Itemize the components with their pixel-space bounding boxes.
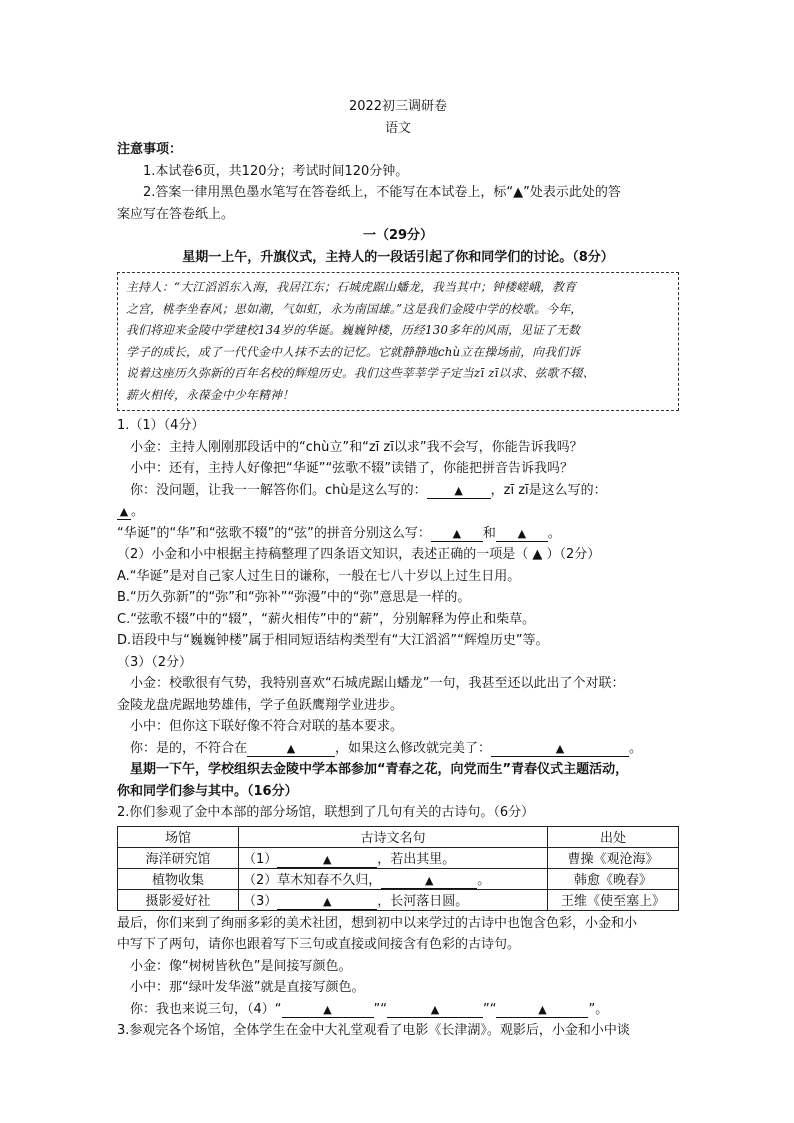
exam-title: 2022初三调研卷 xyxy=(348,99,448,114)
answer-blank[interactable]: ▲ xyxy=(282,1003,374,1018)
answer-blank[interactable]: ▲ xyxy=(277,853,377,868)
source-cell: 王维《使至塞上》 xyxy=(548,889,679,910)
option-c: C.“弦歌不辍”中的“辍”，“薪火相传”中的“薪”，分别解释为停止和柴草。 xyxy=(117,611,536,627)
answer-blank[interactable]: ▲ xyxy=(277,895,377,910)
column-header: 出处 xyxy=(548,826,679,847)
q1-part1-label: 1.（1）（4分） xyxy=(117,418,205,433)
answer-blank[interactable]: ▲ xyxy=(247,742,335,757)
dialogue-you: 你：没问题，让我一一解答你们。chù是这么写的： ▲ ，zī zī是这么写的： xyxy=(130,482,607,498)
pinyin-question: “华诞”的“华”和“弦歌不辍”的“弦”的拼音分别这么写： ▲ 和 ▲ 。 xyxy=(117,525,561,541)
dialogue-xiaozhong: 小中：那“绿叶发华滋”就是直接写颜色。 xyxy=(130,980,365,995)
passage-line: 说着这座历久弥新的百年名校的辉煌历史。我们这些莘莘学子定当zī zī以求、弦歌不辍、 xyxy=(126,366,595,380)
notice-item-2a: 2.答案一律用黑色墨水笔写在答卷纸上，不能写在本试卷上，标“▲”处表示此处的答 xyxy=(143,185,621,200)
table-header-row xyxy=(118,826,679,847)
couplet-line: 金陵龙盘虎踞地势雄伟，学子鱼跃鹰翔学业进步。 xyxy=(117,697,404,713)
answer-blank[interactable]: ▲ xyxy=(496,527,548,542)
poem-cell: （3） ▲ ，长河落日圆。 xyxy=(239,889,548,910)
section-2-intro-cont: 你和同学们参与其中。（16分） xyxy=(117,783,298,799)
subject-title: 语文 xyxy=(384,120,411,136)
passage-line: 我们将迎来金陵中学建校134岁的华诞。巍巍钟楼，历经130多年的风雨，见证了无数 xyxy=(126,323,581,337)
column-header: 古诗文名句 xyxy=(239,826,548,847)
source-cell: 曹操《观沧海》 xyxy=(548,847,679,868)
answer-blank[interactable]: ▲ xyxy=(431,527,483,542)
venue-cell: 海洋研究馆 xyxy=(118,847,239,868)
q3-text: 3.参观完各个场馆，全体学生在金中大礼堂观看了电影《长津湖》。观影后，小金和小中谈 xyxy=(117,1023,630,1038)
q2-label: 2.你们参观了金中本部的部分场馆，联想到了几句有关的古诗句。（6分） xyxy=(117,805,535,820)
table-row xyxy=(118,889,679,910)
poem-cell: （1） ▲ ，若出其里。 xyxy=(239,847,548,868)
section-2-intro: 星期一下午，学校组织去金陵中学本部参加“青春之花，向党而生”青春仪式主题活动， xyxy=(130,762,629,777)
q2-followup: 最后，你们来到了绚丽多彩的美术社团，想到初中以来学过的古诗中也饱含色彩，小金和小 xyxy=(117,915,638,931)
dialogue-you: 你：是的，不符合在 ▲ ，如果这么修改就完美了： ▲ 。 xyxy=(130,740,643,756)
option-a: A.“华诞”是对自己家人过生日的谦称，一般在七八十岁以上过生日用。 xyxy=(117,568,521,584)
passage-box xyxy=(117,272,679,411)
dialogue-xiaozhong: 小中：但你这下联好像不符合对联的基本要求。 xyxy=(130,719,404,734)
column-header: 场馆 xyxy=(118,826,239,847)
answer-blank[interactable]: ▲ xyxy=(387,1003,483,1018)
dialogue-you: 你：我也来说三句，（4）“ ▲ ”“ ▲ ”“ ▲ ”。 xyxy=(130,1001,609,1017)
passage-line: 之宫，桃李坐春风；思如潮，气如虹，永为南国雄。”这是我们金陵中学的校歌。今年， xyxy=(126,301,583,316)
table-row xyxy=(118,847,679,868)
passage-line: 主持人：“大江滔滔东入海，我居江东；石城虎踞山蟠龙，我当其中；钟楼嵯峨，教育 xyxy=(126,280,577,294)
answer-blank[interactable]: ▲ xyxy=(117,505,131,520)
exam-page xyxy=(117,96,679,1042)
dialogue-xiaozhong: 小中：还有，主持人好像把“华诞”“弦歌不辍”读错了，你能把拼音告诉我吗？ xyxy=(130,461,573,476)
table-row xyxy=(118,868,679,889)
q1-part3-label: （3）（2分） xyxy=(117,654,193,670)
answer-blank[interactable]: ▲ xyxy=(381,874,477,889)
q2-followup-cont: 中写下了两句，请你也跟着写下三句或直接或间接含有色彩的古诗句。 xyxy=(117,937,521,952)
answer-blank[interactable]: ▲ xyxy=(491,742,629,757)
venue-cell: 植物收集 xyxy=(118,868,239,889)
notice-item-2b: 案应写在答卷纸上。 xyxy=(117,206,235,222)
notice-item-1: 1.本试卷6页，共120分；考试时间120分钟。 xyxy=(143,163,409,179)
section-1-intro: 星期一上午，升旗仪式，主持人的一段话引起了你和同学们的讨论。（8分） xyxy=(182,249,614,265)
section-1-heading: 一（29分） xyxy=(362,228,434,243)
poem-table xyxy=(117,826,679,911)
answer-blank[interactable]: ▲ xyxy=(427,484,491,499)
option-d: D.语段中与“巍巍钟楼”属于相同短语结构类型有“大江滔滔”“辉煌历史”等。 xyxy=(117,633,549,648)
passage-line: 薪火相传，永葆金中少年精神！ xyxy=(126,387,294,402)
venue-cell: 摄影爱好社 xyxy=(118,889,239,910)
passage-line: 学子的成长，成了一代代金中人抹不去的记忆。它就静静地chù立在操场前，向我们诉 xyxy=(126,344,581,359)
q1-part2-label: （2）小金和小中根据主持稿整理了四条语文知识，表述正确的一项是（ ▲ ）（2分） xyxy=(117,547,601,562)
dialogue-xiaojin: 小金：像“树树皆秋色”是间接写颜色。 xyxy=(130,958,352,974)
dialogue-xiaojin: 小金：校歌很有气势，我特别喜欢“石城虎踞山蟠龙”一句，我甚至还以此出了个对联： xyxy=(130,676,625,691)
option-b: B.“历久弥新”的“弥”和“弥补”“弥漫”中的“弥”意思是一样的。 xyxy=(117,590,471,605)
notice-label: 注意事项： xyxy=(117,142,183,157)
dialogue-you-cont: ▲ 。 xyxy=(117,501,679,523)
dialogue-xiaojin: 小金：主持人刚刚那段话中的“chù立”和“zī zī以求”我不会写，你能告诉我吗？ xyxy=(130,439,583,455)
poem-cell: （2）草木知春不久归， ▲ 。 xyxy=(239,868,548,889)
answer-blank[interactable]: ▲ xyxy=(496,1003,588,1018)
source-cell: 韩愈《晚春》 xyxy=(548,868,679,889)
